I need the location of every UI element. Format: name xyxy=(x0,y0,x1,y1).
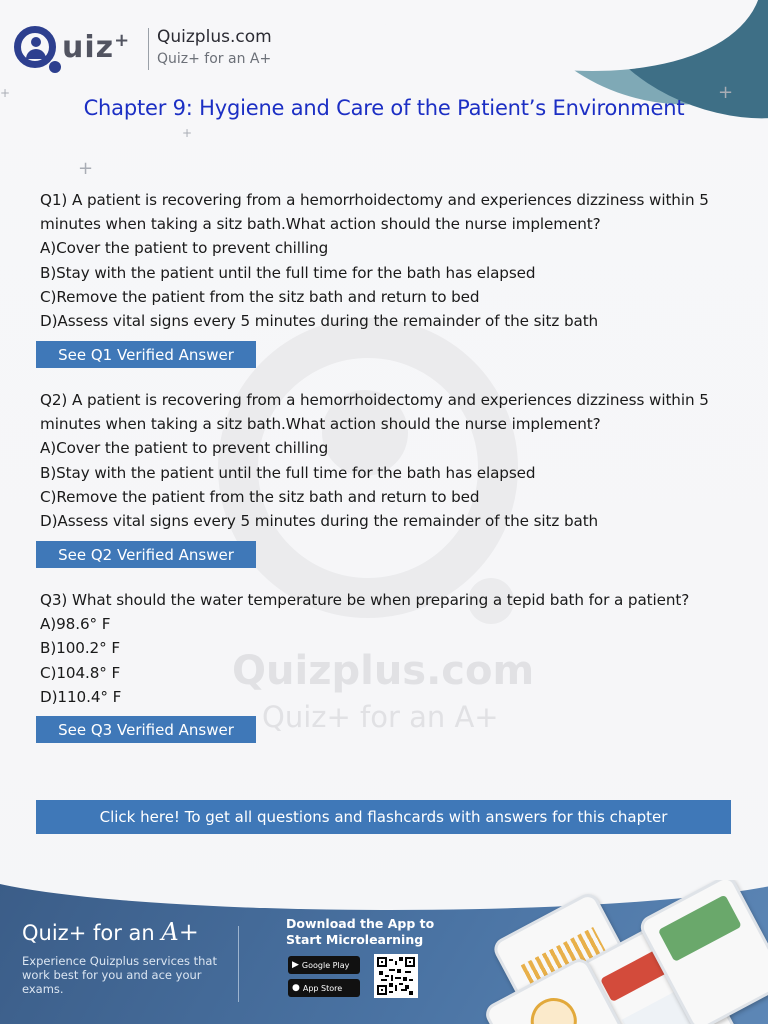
question-1 xyxy=(40,188,740,333)
option-c: C)Remove the patient from the sitz bath and return to bed xyxy=(40,487,480,506)
question-text: Q2) A patient is recovering from a hemorrhoidectomy and experiences dizziness within 5 minutes when taking a sitz bath.What action should the nurse implement? xyxy=(40,391,709,434)
option-b: B)Stay with the patient until the full time for the bath has elapsed xyxy=(40,263,536,282)
option-d: D)110.4° F xyxy=(40,687,122,706)
logo-wordmark: uiz+ xyxy=(62,29,131,65)
qr-code[interactable] xyxy=(374,954,418,998)
all-questions-cta-button[interactable]: Click here! To get all questions and flashcards with answers for this chapter xyxy=(36,800,731,834)
google-play-icon: ▶ xyxy=(292,960,299,970)
option-a: A)Cover the patient to prevent chilling xyxy=(40,239,329,258)
app-store-button[interactable]: ● App Store xyxy=(288,979,360,997)
option-d: D)Assess vital signs every 5 minutes during the remainder of the sitz bath xyxy=(40,512,599,531)
see-q1-answer-button[interactable]: See Q1 Verified Answer xyxy=(36,341,256,368)
question-text: Q1) A patient is recovering from a hemorrhoidectomy and experiences dizziness within 5 minutes when taking a sitz bath.What action should the nurse implement? xyxy=(40,191,709,234)
option-c: C)104.8° F xyxy=(40,663,121,682)
footer-title: Quiz+ for an A+ xyxy=(22,918,199,946)
question-2 xyxy=(40,388,740,533)
question-text: Q3) What should the water temperature be when preparing a tepid bath for a patient? xyxy=(40,591,690,609)
option-c: C)Remove the patient from the sitz bath and return to bed xyxy=(40,287,480,306)
footer-curve xyxy=(0,880,768,910)
plus-icon: + xyxy=(182,126,193,140)
option-a: A)98.6° F xyxy=(40,615,111,634)
plus-icon: + xyxy=(718,82,734,103)
plus-icon: + xyxy=(78,158,94,179)
watermark-tagline: Quiz+ for an A+ xyxy=(262,700,499,734)
option-a: A)Cover the patient to prevent chilling xyxy=(40,439,329,458)
watermark-site: Quizplus.com xyxy=(232,648,535,694)
footer-divider xyxy=(238,926,239,1002)
quizplus-logo[interactable] xyxy=(14,26,130,68)
option-d: D)Assess vital signs every 5 minutes during the remainder of the sitz bath xyxy=(40,312,599,331)
apple-icon: ● xyxy=(292,983,300,993)
question-3 xyxy=(40,588,740,709)
header-site-name: Quizplus.com xyxy=(157,27,272,47)
see-q3-answer-button[interactable]: See Q3 Verified Answer xyxy=(36,716,256,743)
see-q2-answer-button[interactable]: See Q2 Verified Answer xyxy=(36,541,256,568)
header-divider xyxy=(148,28,149,70)
footer-description: Experience Quizplus services that work best for you and ace your exams. xyxy=(22,954,217,996)
option-b: B)100.2° F xyxy=(40,639,120,658)
option-b: B)Stay with the patient until the full time for the bath has elapsed xyxy=(40,463,536,482)
google-play-button[interactable]: ▶ Google Play xyxy=(288,956,360,974)
header-tagline: Quiz+ for an A+ xyxy=(157,51,272,67)
quizplus-logo-icon xyxy=(14,26,56,68)
plus-icon: + xyxy=(0,86,11,100)
download-app-title: Download the App to Start Microlearning xyxy=(286,916,435,947)
chapter-title: Chapter 9: Hygiene and Care of the Patient’s Environment xyxy=(83,96,685,120)
footer-banner xyxy=(0,880,768,1024)
